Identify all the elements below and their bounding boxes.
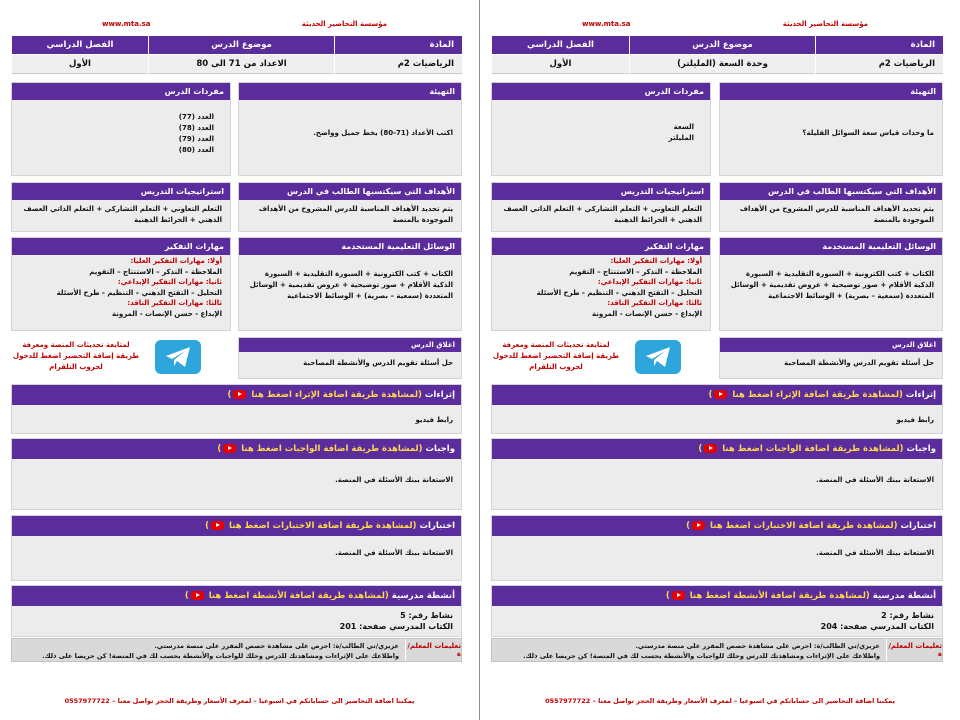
skills-text-1: الملاحظة – التذكر – الاستنتاج – التقويم: [89, 267, 222, 276]
notes-label: تعليمات المعلم/ة: [886, 639, 942, 661]
promo-text: لمتابعة تحديثات المنصة ومعرفة طريقة إضافة التحضير اضغط للدخول لجروب التلقرام: [493, 341, 619, 371]
tests-link[interactable]: (لمشاهدة طريقة اضافة الاختبارات اضغط هنا: [710, 521, 898, 531]
organization-name: مؤسسة التحاضير الحديثة: [301, 20, 387, 28]
footer-contact: يمكننا اضافة التحاضير الى حساباتكم في اسبوعيا – لمعرف الأسعار وطريقة الحجز تواصل معنا – 0557977722: [545, 697, 895, 705]
telegram-icon[interactable]: [635, 340, 681, 374]
skills-heading-1: أولا: مهارات التفكير العليا:: [610, 257, 702, 265]
skills-text-3: الإبداع - حسن الإنصات - المرونة: [111, 309, 222, 318]
skills-heading-3: ثالثا: مهارات التفكير الناقد:: [607, 299, 702, 307]
header-topic-label: موضوع الدرس: [148, 36, 334, 54]
aids-title: الوسائل التعليمية المستخدمة: [720, 238, 942, 255]
footer-contact: يمكننا اضافة التحاضير الى حساباتكم في اسبوعيا – لمعرف الأسعار وطريقة الحجز تواصل معنا – 0557977722: [64, 697, 415, 705]
warmup-text: اكتب الأعداد (71-80) بخط جميل وواضح.: [313, 129, 453, 137]
closing-text: حل أسئلة تقويم الدرس والأنشطة المصاحبة: [303, 359, 453, 367]
aids-text: الكتاب + كتب الكترونية + السبورة التقليدية + السبورة الذكية الأقلام + صور توضيحية + عروض تقديمية + الوسائل المتعددة (سمعية – بصرية) + الوسائط الاجتماعية: [730, 270, 934, 300]
header-subject-value: الرياضيات 2م: [334, 55, 462, 74]
activities-box: [491, 585, 943, 637]
enrich-title: إثراءات: [424, 390, 455, 400]
enrich-text: رابط فيديو: [415, 416, 453, 424]
youtube-icon[interactable]: [672, 591, 685, 600]
strategies-box: [11, 182, 231, 232]
vocab-item: العدد (78): [178, 124, 214, 132]
objectives-box: [719, 182, 943, 232]
homework-box: [11, 438, 462, 510]
enrich-box: [491, 384, 943, 434]
vocab-item: السعة: [673, 123, 694, 131]
enrich-text: رابط فيديو: [896, 416, 934, 424]
teacher-notes: [491, 638, 943, 662]
homework-box: [491, 438, 943, 510]
aids-text: الكتاب + كتب الكترونية + السبورة التقليدية + السبورة الذكية الأقلام + صور توضيحية + عروض تقديمية + الوسائل المتعددة (سمعية – بصرية) + الوسائط الاجتماعية: [249, 270, 453, 300]
homework-link-close: ): [698, 444, 703, 454]
warmup-box: [719, 82, 943, 176]
vocab-box: [491, 82, 711, 176]
skills-heading-3: ثالثا: مهارات التفكير الناقد:: [127, 299, 222, 307]
activity-number: نشاط رقم: 5: [400, 611, 453, 620]
notes-line-1: عزيزي/تي الطالب/ة: احرص على مشاهدة حصص المقرر على منصة مدرستي.: [635, 642, 880, 650]
objectives-text: يتم تحديد الأهداف المناسبة للدرس المشروح من الأهداف الموجودة بالمنصة: [739, 205, 934, 224]
activities-link[interactable]: (لمشاهدة طريقة اضافة الأنشطة اضغط هنا: [208, 591, 389, 601]
youtube-icon[interactable]: [714, 390, 727, 399]
notes-line-2: واطلاعك على الإثراءات ومشاهدتك للدرس وحلك للواجبات والأنشطة يحسب لك في المنصة! كن حريصا على ذلك.: [523, 652, 880, 660]
strategies-title: استراتيجيات التدريس: [492, 183, 710, 200]
enrich-link-close: ): [227, 390, 232, 400]
vocab-box: [11, 82, 231, 176]
promo-text: لمتابعة تحديثات المنصة ومعرفة طريقة إضافة التحضير اضغط للدخول لجروب التلقرام: [13, 341, 139, 371]
youtube-icon[interactable]: [223, 444, 236, 453]
homework-title: واجبات: [425, 444, 455, 454]
activities-title: أنشطة مدرسية: [872, 591, 936, 601]
header-table: [491, 36, 943, 74]
objectives-text: يتم تحديد الأهداف المناسبة للدرس المشروح من الأهداف الموجودة بالمنصة: [258, 205, 453, 224]
activity-page: الكتاب المدرسي صفحة: 201: [339, 622, 453, 631]
skills-text-1: الملاحظة – التذكر – الاستنتاج – التقويم: [569, 267, 702, 276]
homework-text: الاستعانة ببنك الأسئلة في المنصة.: [335, 476, 453, 484]
vocab-item: المليلتر: [668, 134, 694, 142]
site-url[interactable]: www.mta.sa: [582, 20, 631, 28]
header-subject-label: المادة: [815, 36, 943, 54]
activities-link-close: ): [184, 591, 189, 601]
telegram-icon[interactable]: [155, 340, 201, 374]
tests-link-close: ): [205, 521, 210, 531]
warmup-title: التهيئة: [239, 83, 461, 100]
vocab-title: مفردات الدرس: [492, 83, 710, 100]
skills-box: [491, 237, 711, 331]
activity-page: الكتاب المدرسي صفحة: 204: [820, 622, 934, 631]
homework-link[interactable]: (لمشاهدة طريقة اضافة الواجبات اضغط هنا: [241, 444, 423, 454]
header-topic-value: الاعداد من 71 الى 80: [148, 55, 334, 74]
lesson-page-right: [480, 0, 960, 720]
skills-heading-1: أولا: مهارات التفكير العليا:: [130, 257, 222, 265]
header-term-label: الفصل الدراسي: [491, 36, 629, 54]
enrich-title: إثراءات: [905, 390, 936, 400]
header-topic-label: موضوع الدرس: [629, 36, 815, 54]
header-table: [11, 36, 462, 74]
top-line: [480, 16, 960, 32]
strategies-text: التعلم التعاوني + التعلم التشاركي + التعلم الذاتي العصف الذهني + الخرائط الذهنية: [23, 205, 222, 224]
youtube-icon[interactable]: [692, 521, 705, 530]
homework-link-close: ): [217, 444, 222, 454]
header-term-value: الأول: [11, 55, 148, 74]
aids-box: [238, 237, 462, 331]
vocab-item: العدد (80): [178, 146, 214, 154]
tests-title: اختبارات: [419, 521, 455, 531]
enrich-link[interactable]: (لمشاهدة طريقة اضافة الإثراء اضغط هنا: [251, 390, 422, 400]
skills-text-2: التحليل – التفتح الذهني – التنظيم - طرح الأسئلة: [536, 288, 702, 297]
activities-link-close: ): [665, 591, 670, 601]
skills-heading-2: ثانيا: مهارات التفكير الإبداعي:: [597, 278, 702, 286]
skills-box: [11, 237, 231, 331]
aids-box: [719, 237, 943, 331]
strategies-box: [491, 182, 711, 232]
objectives-box: [238, 182, 462, 232]
tests-title: اختبارات: [900, 521, 936, 531]
enrich-box: [11, 384, 462, 434]
vocab-title: مفردات الدرس: [12, 83, 230, 100]
header-term-value: الأول: [491, 55, 629, 74]
closing-box: [238, 337, 462, 379]
youtube-icon[interactable]: [191, 591, 204, 600]
warmup-text: ما وحدات قياس سعة السوائل القليلة؟: [802, 129, 934, 137]
header-subject-value: الرياضيات 2م: [815, 55, 943, 74]
homework-text: الاستعانة ببنك الأسئلة في المنصة.: [816, 476, 934, 484]
tests-link[interactable]: (لمشاهدة طريقة اضافة الاختبارات اضغط هنا: [229, 521, 417, 531]
tests-box: [11, 515, 462, 581]
skills-title: مهارات التفكير: [492, 238, 710, 255]
header-subject-label: المادة: [334, 36, 462, 54]
youtube-icon[interactable]: [704, 444, 717, 453]
vocab-item: العدد (79): [178, 135, 214, 143]
header-topic-value: وحدة السعة (المليلتر): [629, 55, 815, 74]
warmup-box: [238, 82, 462, 176]
closing-title: اغلاق الدرس: [720, 338, 942, 352]
top-line: [0, 16, 479, 32]
strategies-text: التعلم التعاوني + التعلم التشاركي + التعلم الذاتي العصف الذهني + الخرائط الذهنية: [503, 205, 702, 224]
objectives-title: الأهداف التي سيكتسبها الطالب في الدرس: [720, 183, 942, 200]
skills-text-3: الإبداع - حسن الإنصات - المرونة: [591, 309, 702, 318]
activities-title: أنشطة مدرسية: [391, 591, 455, 601]
homework-title: واجبات: [906, 444, 936, 454]
telegram-promo[interactable]: [491, 338, 701, 382]
aids-title: الوسائل التعليمية المستخدمة: [239, 238, 461, 255]
skills-heading-2: ثانيا: مهارات التفكير الإبداعي:: [117, 278, 222, 286]
skills-title: مهارات التفكير: [12, 238, 230, 255]
skills-text-2: التحليل – التفتح الذهني – التنظيم - طرح الأسئلة: [56, 288, 222, 297]
closing-box: [719, 337, 943, 379]
notes-line-2: واطلاعك على الإثراءات ومشاهدتك للدرس وحلك للواجبات والأنشطة يحسب لك في المنصة! كن حريصا على ذلك.: [42, 652, 399, 660]
header-term-label: الفصل الدراسي: [11, 36, 148, 54]
tests-text: الاستعانة ببنك الأسئلة في المنصة.: [335, 549, 453, 557]
activity-number: نشاط رقم: 2: [881, 611, 934, 620]
closing-text: حل أسئلة تقويم الدرس والأنشطة المصاحبة: [784, 359, 934, 367]
notes-label: تعليمات المعلم/ة: [405, 639, 461, 661]
site-url[interactable]: www.mta.sa: [102, 20, 151, 28]
notes-line-1: عزيزي/تي الطالب/ة: احرص على مشاهدة حصص المقرر على منصة مدرستي.: [154, 642, 399, 650]
tests-text: الاستعانة ببنك الأسئلة في المنصة.: [816, 549, 934, 557]
organization-name: مؤسسة التحاضير الحديثة: [782, 20, 868, 28]
objectives-title: الأهداف التي سيكتسبها الطالب في الدرس: [239, 183, 461, 200]
youtube-icon[interactable]: [233, 390, 246, 399]
homework-link[interactable]: (لمشاهدة طريقة اضافة الواجبات اضغط هنا: [722, 444, 904, 454]
warmup-title: التهيئة: [720, 83, 942, 100]
teacher-notes: [11, 638, 462, 662]
activities-box: [11, 585, 462, 637]
tests-link-close: ): [686, 521, 691, 531]
youtube-icon[interactable]: [211, 521, 224, 530]
strategies-title: استراتيجيات التدريس: [12, 183, 230, 200]
tests-box: [491, 515, 943, 581]
closing-title: اغلاق الدرس: [239, 338, 461, 352]
activities-link[interactable]: (لمشاهدة طريقة اضافة الأنشطة اضغط هنا: [689, 591, 870, 601]
telegram-promo[interactable]: [11, 338, 221, 382]
enrich-link[interactable]: (لمشاهدة طريقة اضافة الإثراء اضغط هنا: [732, 390, 903, 400]
enrich-link-close: ): [708, 390, 713, 400]
vocab-item: العدد (77): [178, 113, 214, 121]
